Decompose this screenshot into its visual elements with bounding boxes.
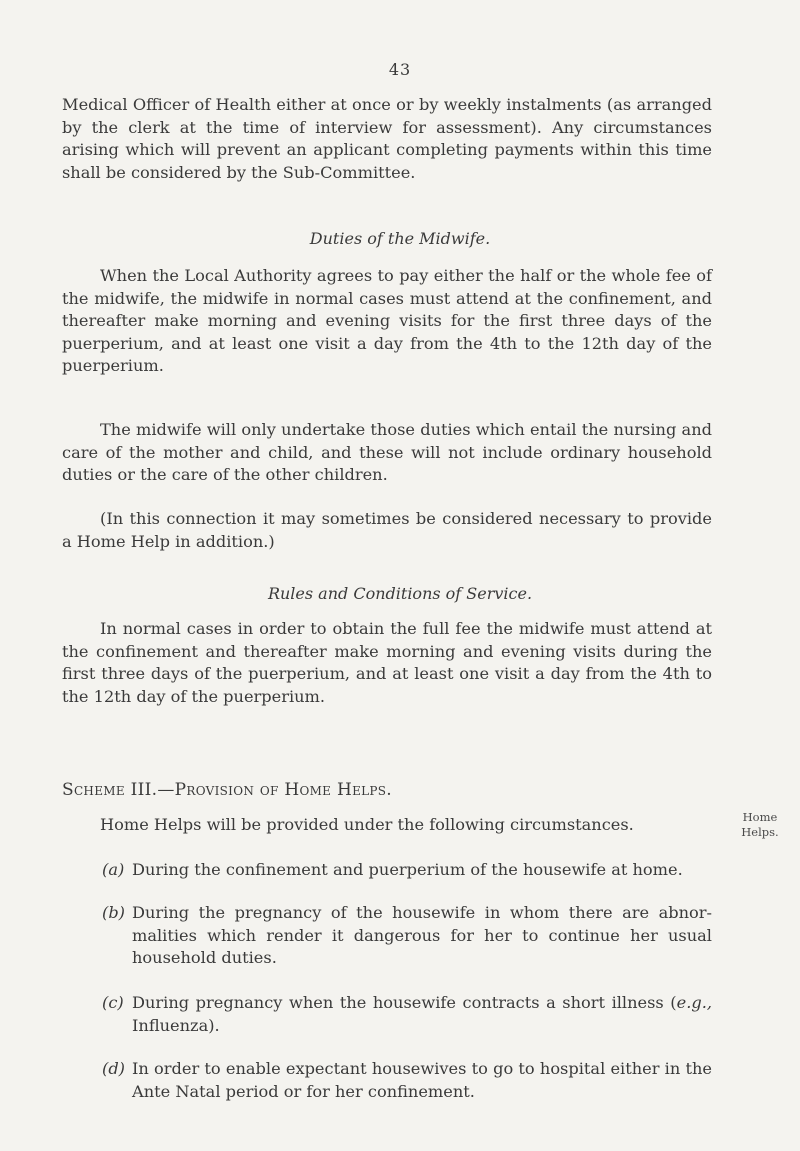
list-item-text-italic: e.g., bbox=[676, 993, 712, 1012]
list-item-b bbox=[102, 902, 712, 970]
list-item-text: In order to enable expectant housewives to go to hospital either in the Ante Natal period or for her confinement. bbox=[132, 1059, 712, 1101]
list-item-marker: (a) bbox=[102, 860, 125, 879]
scheme-intro: Home Helps will be provided under the following circumstances. bbox=[100, 815, 634, 834]
page-number: 43 bbox=[388, 60, 412, 79]
list-item-marker: (c) bbox=[102, 993, 124, 1012]
list-item-marker: (d) bbox=[102, 1059, 125, 1078]
list-item-text-part: During pregnancy when the housewife contracts a short illness ( bbox=[132, 993, 677, 1012]
section-heading-rules-and-conditions: Rules and Conditions of Service. bbox=[267, 584, 533, 603]
list-item-text bbox=[132, 992, 712, 1037]
margin-note-line-2: Helps. bbox=[741, 825, 779, 839]
scheme-heading: Scheme III.—Provision of Home Helps. bbox=[62, 780, 392, 800]
list-item-c bbox=[102, 992, 712, 1037]
duties-paragraph-2: The midwife will only undertake those duties which entail the nursing and care of the mother and child, and these will not include ordinary household duties or the care of the other children. bbox=[62, 420, 712, 485]
duties-paragraph-3: (In this connection it may sometimes be considered necessary to provide a Home Help in addition.) bbox=[62, 509, 712, 551]
list-item-marker: (b) bbox=[102, 903, 125, 922]
list-item-d bbox=[102, 1058, 712, 1103]
margin-note-home-helps bbox=[730, 810, 790, 840]
list-item-text-part: Influenza). bbox=[132, 1015, 220, 1035]
list-item-text: During the confinement and puerperium of the housewife at home. bbox=[132, 860, 683, 879]
intro-paragraph: Medical Officer of Health either at once or by weekly instalments (as arranged by the clerk at the time of interview for assessment). Any circumstances arising which will prevent an applicant completing payments within this time shall be considered by the Sub-Committee. bbox=[62, 95, 712, 182]
duties-paragraph-1: When the Local Authority agrees to pay either the half or the whole fee of the midwife, the midwife in normal cases must attend at the confinement, and thereafter make morning and evening visits for the first three days of the puerperium, and at least one visit a day from the 4th to the 12th day of the puerperium. bbox=[62, 266, 712, 376]
list-item-a bbox=[102, 859, 712, 882]
margin-note-line-1: Home bbox=[742, 810, 778, 824]
list-item-text: During the pregnancy of the housewife in whom there are abnor-malities which render it dangerous for her to continue her usual household duties. bbox=[132, 903, 712, 968]
section-heading-duties-of-midwife: Duties of the Midwife. bbox=[309, 229, 491, 248]
rules-paragraph: In normal cases in order to obtain the full fee the midwife must attend at the confinement and thereafter make morning and evening visits during the first three days of the puerperium, and at least one visit a day from the 4th to the 12th day of the puerperium. bbox=[62, 619, 712, 706]
